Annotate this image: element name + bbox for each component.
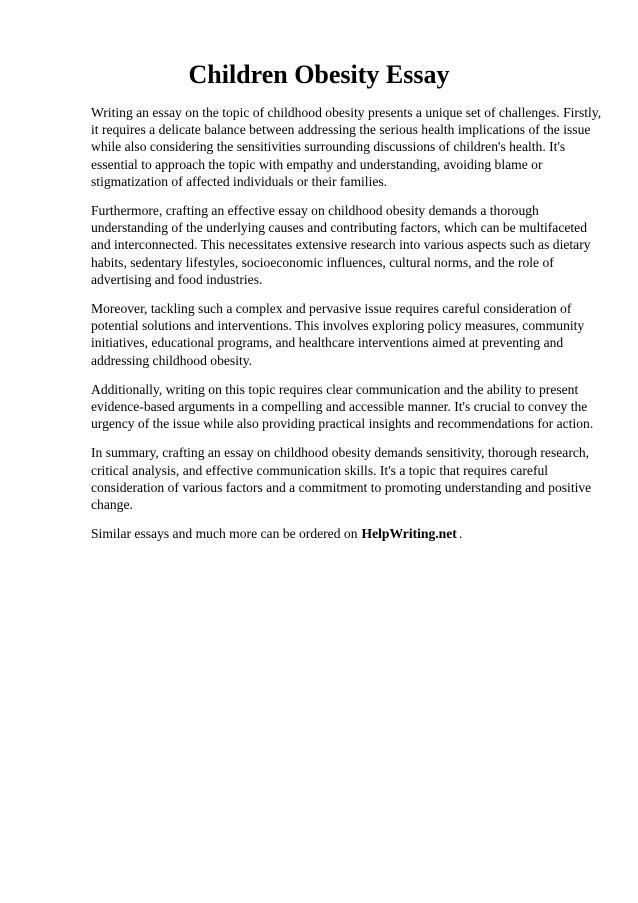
paragraph-1: Writing an essay on the topic of childhood obesity presents a unique set of challenges. Firstly, it requires a delicate balance between addressing the serious health implications of the issue while also considering the sensitivities surrounding discussions of children's health. It's essential to approach the topic with empathy and understanding, avoiding blame or stigmatization of affected individuals or their families. (91, 105, 602, 189)
paragraph-5: In summary, crafting an essay on childhood obesity demands sensitivity, thorough research, critical analysis, and effective communication skills. It's a topic that requires careful consideration of various factors and a commitment to promoting understanding and positive change. (91, 445, 592, 513)
paragraph-3: Moreover, tackling such a complex and pervasive issue requires careful consideration of potential solutions and interventions. This involves exploring policy measures, community initiatives, educational programs, and healthcare interventions aimed at preventing and addressing childhood obesity. (91, 301, 585, 368)
paragraph-2: Furthermore, crafting an effective essay on childhood obesity demands a thorough understanding of the underlying causes and contributing factors, which can be multifaceted and interconnected. This necessitates extensive research into various aspects such as dietary habits, sedentary lifestyles, socioeconomic influences, cultural norms, and the role of advertising and food industries. (91, 203, 591, 287)
brand-link[interactable]: HelpWriting.net (361, 526, 457, 542)
order-note-period: . (458, 526, 463, 542)
document-title: Children Obesity Essay (188, 60, 450, 89)
document-body (91, 104, 606, 554)
paragraph-4: Additionally, writing on this topic requires clear communication and the ability to present evidence-based arguments in a compelling and accessible manner. It's crucial to convey the urgency of the issue while also providing practical insights and recommendations for action. (91, 381, 594, 432)
order-note-text: Similar essays and much more can be ordered on (91, 526, 358, 542)
order-note (91, 525, 606, 542)
